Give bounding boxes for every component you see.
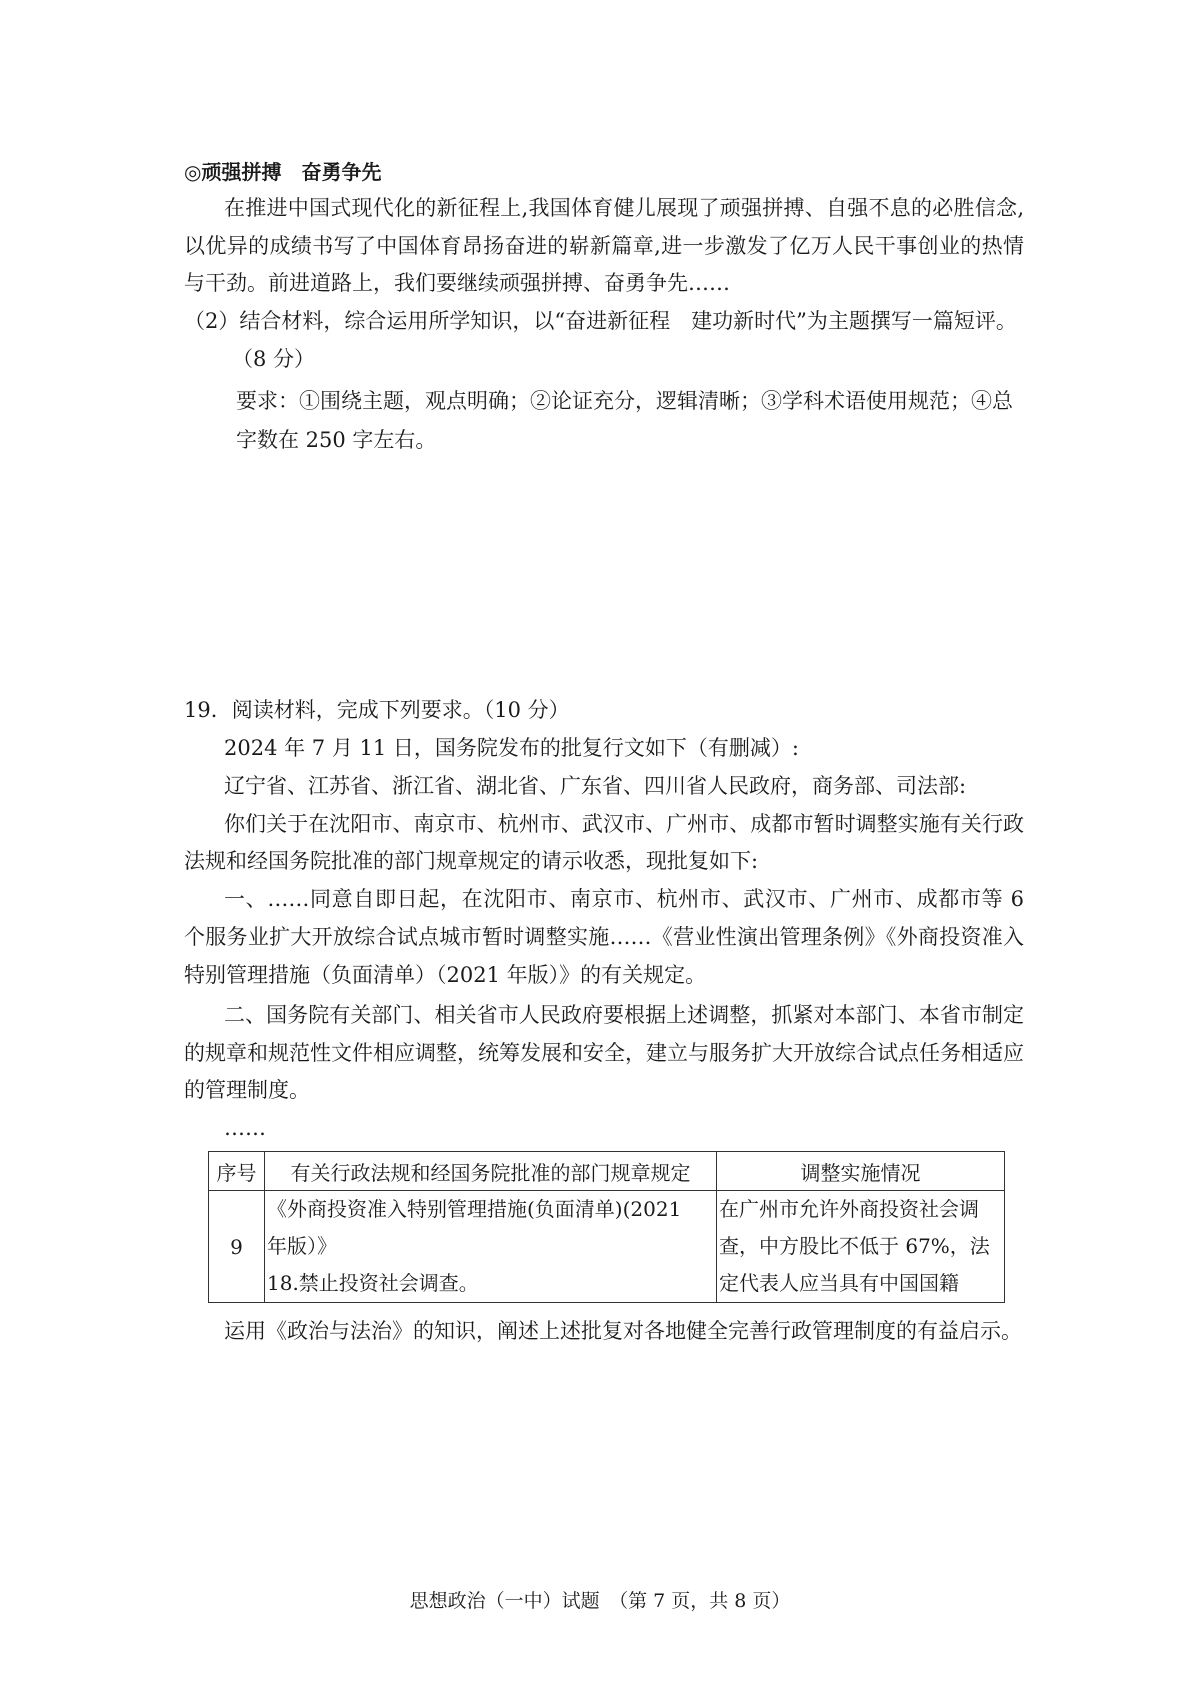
adjustment-line: 查，中方股比不低于 67%，法 [719, 1234, 990, 1258]
question-19-title: 19．阅读材料，完成下列要求。（10 分） [184, 698, 570, 722]
material-line-1: 在推进中国式现代化的新征程上,我国体育健儿展现了顽强拼搏、自强不息的必胜信念, [224, 196, 1024, 220]
q19-line-2: 辽宁省、江苏省、浙江省、湖北省、广东省、四川省人民政府，商务部、司法部: [224, 774, 967, 798]
table-header-row [209, 1152, 1005, 1191]
header-adjustment: 调整实施情况 [717, 1152, 1005, 1191]
row-regulation [265, 1191, 717, 1303]
question-2-line-2: （8 分） [232, 347, 316, 371]
section-heading: ◎顽强拼搏 奋勇争先 [184, 160, 382, 184]
table-row [209, 1191, 1005, 1303]
requirement-line-1: 要求：①围绕主题，观点明确；②论证充分，逻辑清晰；③学科术语使用规范；④总 [236, 389, 1013, 413]
regulation-line: 年版）》 [267, 1234, 337, 1258]
header-number: 序号 [209, 1152, 265, 1191]
q19-line-4: 法规和经国务院批准的部门规章规定的请示收悉，现批复如下: [184, 849, 759, 873]
q19-line-6: 个服务业扩大开放综合试点城市暂时调整实施……《营业性演出管理条例》《外商投资准入 [184, 925, 1024, 949]
q19-line-8: 二、国务院有关部门、相关省市人民政府要根据上述调整，抓紧对本部门、本省市制定 [224, 1003, 1024, 1027]
final-question: 运用《政治与法治》的知识，阐述上述批复对各地健全完善行政管理制度的有益启示。 [224, 1319, 1022, 1343]
q19-line-1: 2024 年 7 月 11 日，国务院发布的批复行文如下（有删减）: [224, 736, 799, 760]
q19-line-7: 特别管理措施（负面清单）（2021 年版）》的有关规定。 [184, 963, 707, 987]
row-number: 9 [209, 1191, 265, 1303]
adjustment-line: 定代表人应当具有中国国籍 [719, 1271, 959, 1295]
adjustment-line: 在广州市允许外商投资社会调 [719, 1197, 979, 1221]
q19-ellipsis: …… [224, 1116, 266, 1140]
material-line-2: 以优异的成绩书写了中国体育昂扬奋进的崭新篇章,进一步激发了亿万人民干事创业的热情 [184, 234, 1024, 258]
page-footer: 思想政治（一中）试题 （第 7 页，共 8 页） [409, 1590, 791, 1612]
q19-line-3: 你们关于在沈阳市、南京市、杭州市、武汉市、广州市、成都市暂时调整实施有关行政 [224, 812, 1024, 836]
q19-line-5: 一、……同意自即日起，在沈阳市、南京市、杭州市、武汉市、广州市、成都市等 6 [224, 887, 1024, 911]
regulation-table [208, 1151, 1005, 1303]
question-2-line-1: （2）结合材料，综合运用所学知识，以“奋进新征程 建功新时代”为主题撰写一篇短评。 [184, 309, 1017, 333]
header-regulation: 有关行政法规和经国务院批准的部门规章规定 [265, 1152, 717, 1191]
requirement-line-2: 字数在 250 字左右。 [236, 428, 437, 452]
q19-line-10: 的管理制度。 [184, 1078, 310, 1102]
q19-line-9: 的规章和规范性文件相应调整，统筹发展和安全，建立与服务扩大开放综合试点任务相适应 [184, 1041, 1024, 1065]
regulation-line: 《外商投资准入特别管理措施(负面清单)(2021 [267, 1197, 682, 1221]
regulation-line: 18.禁止投资社会调查。 [267, 1271, 479, 1295]
row-adjustment [717, 1191, 1005, 1303]
material-line-3: 与干劲。前进道路上，我们要继续顽强拼搏、奋勇争先…… [184, 271, 730, 295]
